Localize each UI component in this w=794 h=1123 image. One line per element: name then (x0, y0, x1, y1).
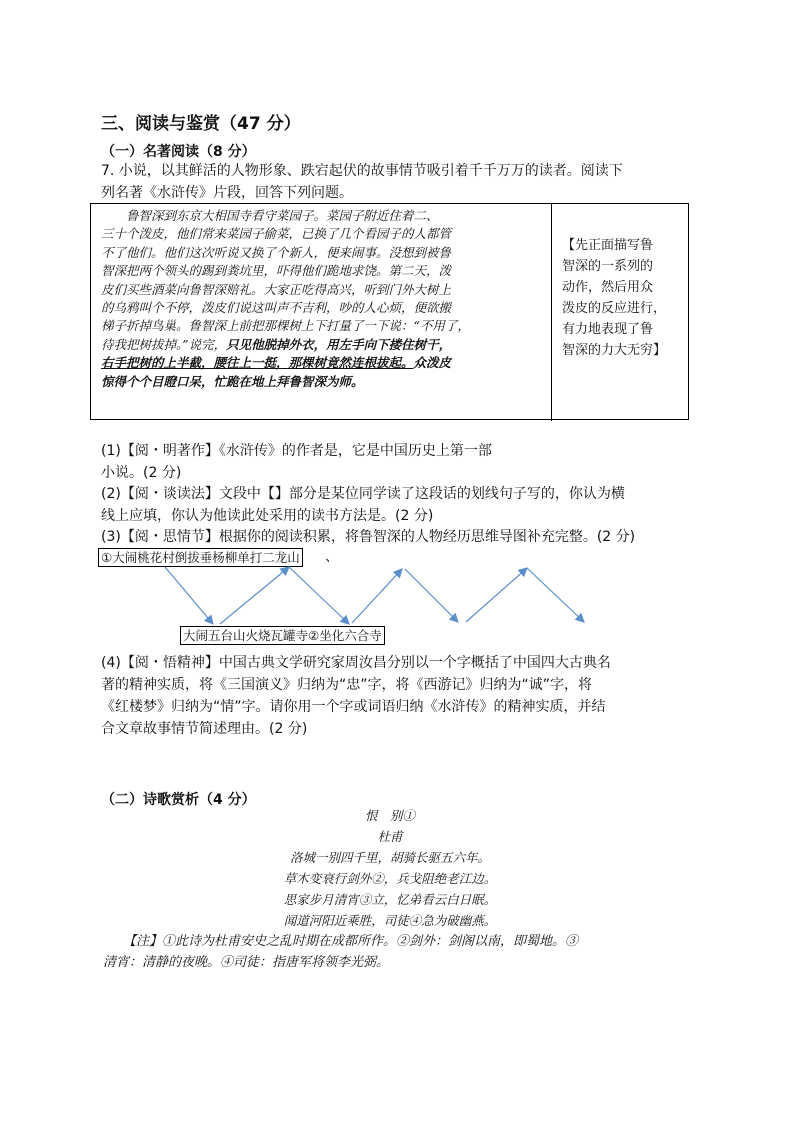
note-line: 动作，然后用众 (562, 280, 654, 295)
question-line: (2)【阅・谈读法】文段中【】部分是某位同学读了这段话的划线句子写的，你认为横 (101, 486, 625, 502)
question-line: (1)【阅・明著作】《水浒传》的作者是，它是中国历史上第一部 (101, 443, 492, 459)
note-line: 智深的一系列的 (562, 259, 654, 274)
section-title: 三、阅读与鉴赏（47 分） (101, 114, 301, 134)
poem-title: 恨 别① (364, 808, 415, 823)
mindmap-box-start: ①大闹桃花村倒拔垂杨柳单打二龙山 (98, 548, 303, 567)
question-line: 线上应填，你认为他读此处采用的读书方法是。(2 分) (101, 508, 434, 524)
poem (270, 805, 510, 931)
passage-fragment: 众泼皮 (413, 355, 452, 371)
note-line: 泼皮的反应进行， (562, 301, 667, 316)
note-line: 智深的力大无穷】 (562, 343, 667, 358)
poem-line: 思家步月清宵③立，忆弟看云白日眠。 (283, 892, 497, 907)
passage-fragment: 惊得个个目瞪口呆，忙跪在地上拜鲁智深为师。 (101, 373, 364, 389)
intro-line: 列名著《水浒传》片段，回答下列问题。 (101, 185, 353, 201)
mindmap-box-end: 大闹五台山火烧瓦罐寺②坐化六合寺 (180, 626, 385, 645)
question-line: 《红楼梦》归纳为“情”字。请你用一个字或词语归纳《水浒传》的精神实质，并结 (101, 699, 606, 715)
mindmap-arrow-down (405, 569, 458, 622)
question-4 (101, 652, 721, 740)
poem-line: 洛城一别四千里，胡骑长驱五六年。 (289, 850, 490, 865)
intro-line: 7. 小说，以其鲜活的人物形象、跌宕起伏的故事情节吸引着千千万万的读者。阅读下 (101, 163, 623, 179)
note-line: 【注】①此诗为杜甫安史之乱时期在成都所作。②剑外：剑阁以南，即蜀地。③ (123, 934, 579, 949)
passage-line: 鲁智深到东京大相国寺看守菜园子。菜园子附近住着二、 (101, 208, 439, 223)
underlined-sentence: 只见他脱掉外衣，用左手向下搂住树干， (226, 336, 452, 352)
poem-notes (103, 931, 713, 973)
passage-line: 皮们买些酒菜向鲁智深赔礼。大家正吃得高兴，听到门外大树上 (101, 281, 452, 297)
passage-fragment: 待我把树拔掉。”说完， (101, 336, 227, 352)
mindmap-arrow-up (220, 567, 289, 624)
poem-line: 草木变衰行剑外②，兵戈阻绝老江边。 (283, 871, 497, 886)
mindmap-arrow-up (466, 568, 527, 622)
passage-line: 梯子折掉鸟巢。鲁智深上前把那棵树上下打量了一下说：“不用了， (101, 318, 470, 334)
part2-heading: （二）诗歌赏析（4 分） (101, 792, 256, 808)
passage-line: 的乌鸦叫个不停，泼皮们说这叫声不吉利，吵的人心烦，便欲搬 (101, 300, 452, 316)
passage-line: 智深把两个领头的踢到粪坑里，吓得他们跪地求饶。第二天，泼 (101, 263, 452, 279)
question-line: 小说。(2 分) (101, 465, 182, 481)
passage-line: 三十个泼皮，他们常来菜园子偷菜，已换了几个看园子的人都管 (101, 226, 452, 242)
mindmap-arrow-down (289, 567, 349, 624)
poem-author: 杜甫 (377, 829, 403, 844)
question-line: 著的精神实质，将《三国演义》归纳为“忠”字，将《西游记》归纳为“诚”字，将 (101, 677, 593, 693)
part1-heading: （一）名著阅读（8 分） (101, 144, 256, 160)
mindmap-arrow-up (352, 569, 402, 623)
mindmap-arrow-down (165, 567, 213, 624)
note-line: 有力地表现了鲁 (562, 322, 654, 337)
underlined-sentence: 右手把树的上半截，腰往上一挺，那棵树竟然连根拔起。 (101, 355, 414, 371)
mindmap-arrow-down (527, 568, 584, 622)
question-line: 合文章故事情节简述理由。(2 分) (101, 721, 308, 737)
poem-line: 闻道河阳近乘胜，司徒④急为破幽燕。 (283, 913, 497, 928)
passage-line: 不了他们。他们这次听说又换了个新人，便来闹事。没想到被鲁 (101, 244, 452, 260)
question-3: (3)【阅・思情节】根据你的阅读积累，将鲁智深的人物经历思维导图补充完整。(2 分) (101, 529, 636, 545)
question-line: (4)【阅・悟精神】中国古典文学研究家周汝昌分别以一个字概括了中国四大古典名 (101, 655, 611, 671)
mindmap-separator: 、 (325, 549, 339, 565)
note-line: 清宵：清静的夜晚。④司徒：指唐军将领李光弼。 (103, 955, 390, 970)
note-line: 【先正面描写鲁 (562, 238, 654, 253)
